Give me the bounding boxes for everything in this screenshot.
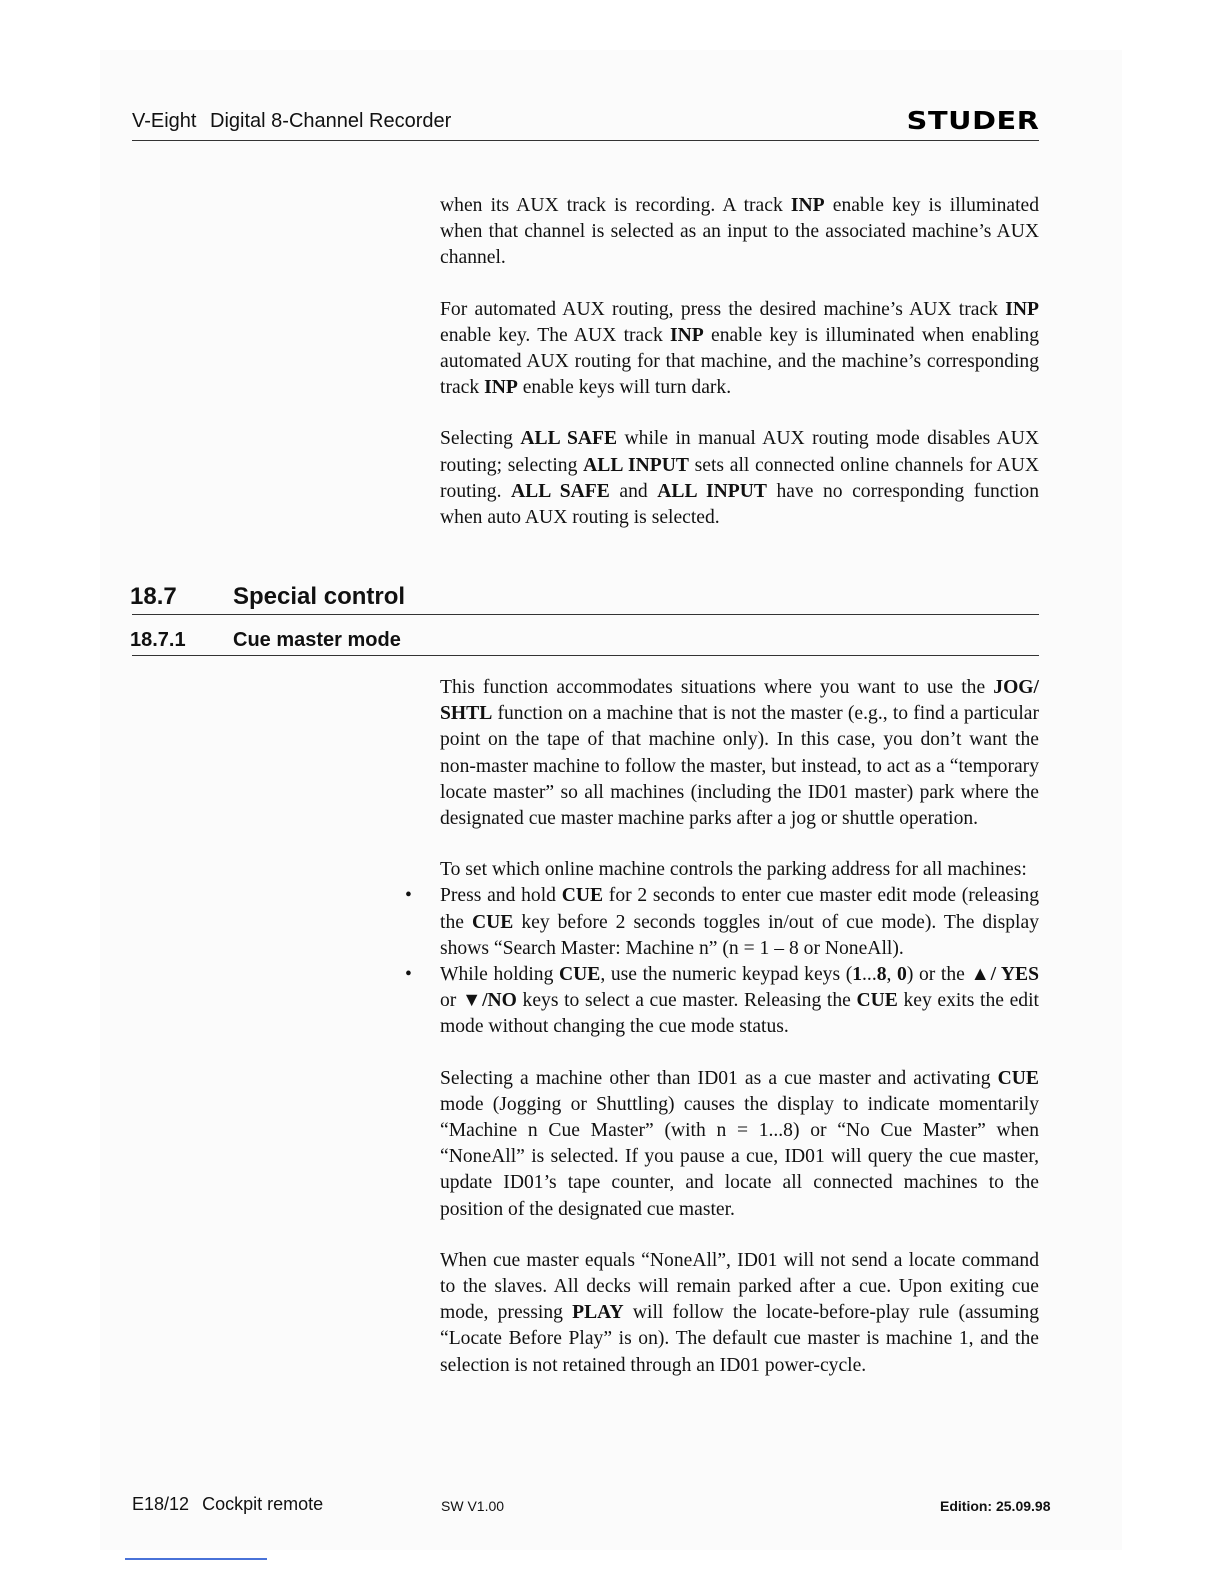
body-paragraph-2: To set which online machine controls the parking address for all machines: <box>440 859 1027 881</box>
intro-paragraph-3: Selecting ALL SAFE while in manual AUX routing mode disables AUX routing; selecting ALL INPUT sets all connected online channels for AUX routing. ALL SAFE and ALL INPUT have no corresponding function when auto AUX routing is selected. <box>440 428 1040 529</box>
running-header <box>132 110 451 133</box>
body-paragraph-4: When cue master equals “NoneAll”, ID01 will not send a locate command to the slaves. All decks will remain parked after a cue. Upon exiting cue mode, pressing PLAY will follow the locate-before-play rule (assuming “Locate Before Play” is on). The default cue master is machine 1, and the selection is not retained through an ID01 power-cycle. <box>440 1249 1039 1376</box>
header-model: V-Eight <box>132 110 197 132</box>
step-list <box>440 883 1039 1040</box>
list-item: • Press and hold CUE for 2 seconds to enter cue master edit mode (releasing the CUE key before 2 seconds toggles in/out of cue mode). The display shows “Search Master: Machine n” (n = 1 – 8 or NoneAll). <box>440 883 1039 962</box>
header-rule <box>132 140 1039 141</box>
subsection-number: 18.7.1 <box>130 629 186 651</box>
header-title: Digital 8-Channel Recorder <box>210 110 452 132</box>
list-item: • While holding CUE, use the numeric keypad keys (1...8, 0) or the ▲/ YES or ▼/NO keys to select a cue master. Releasing the CUE key exits the edit mode without changing the cue mode status. <box>440 962 1039 1041</box>
footer-chapter: Cockpit remote <box>202 1494 324 1514</box>
subsection-rule <box>132 655 1039 656</box>
brand-logo: STUDER <box>906 106 1039 135</box>
scan-edge-line <box>125 1558 267 1560</box>
cue-master-text <box>440 675 1039 1404</box>
section-rule <box>132 614 1039 615</box>
footer-software-version: SW V1.00 <box>441 1498 505 1514</box>
footer-left <box>132 1494 323 1515</box>
body-paragraph-1: This function accommodates situations where you want to use the JOG/ SHTL function on a machine that is not the master (e.g., to find a particular point on the tape of that machine only). In this case, you don’t want the non-master machine to follow the master, but instead, to act as a “temporary locate master” so all machines (including the ID01 master) park where the designated cue master machine parks after a jog or shuttle operation. <box>440 677 1039 830</box>
section-title: Special control <box>233 583 406 610</box>
footer-page-code: E18/12 <box>132 1494 190 1514</box>
footer-edition: Edition: 25.09.98 <box>940 1498 1051 1514</box>
body-paragraph-3: Selecting a machine other than ID01 as a cue master and activating CUE mode (Jogging or Shuttling) causes the display to indicate momentarily “Machine n Cue Master” (with n = 1...8) or “No Cue Master” when “NoneAll” is selected. If you pause a cue, ID01 will query the cue master, update ID01’s tape counter, and locate all connected machines to the position of the designated cue master. <box>440 1067 1039 1220</box>
section-number: 18.7 <box>130 583 177 610</box>
intro-paragraph-2: For automated AUX routing, press the desired machine’s AUX track INP enable key. The AUX track INP enable key is illuminated when enabling automated AUX routing for that machine, and the machine’s corresponding track INP enable keys will turn dark. <box>440 298 1040 399</box>
intro-text <box>440 193 1039 556</box>
intro-paragraph-1: when its AUX track is recording. A track INP enable key is illuminated when that channel is selected as an input to the associated machine’s AUX channel. <box>440 195 1040 269</box>
subsection-title: Cue master mode <box>233 629 401 651</box>
